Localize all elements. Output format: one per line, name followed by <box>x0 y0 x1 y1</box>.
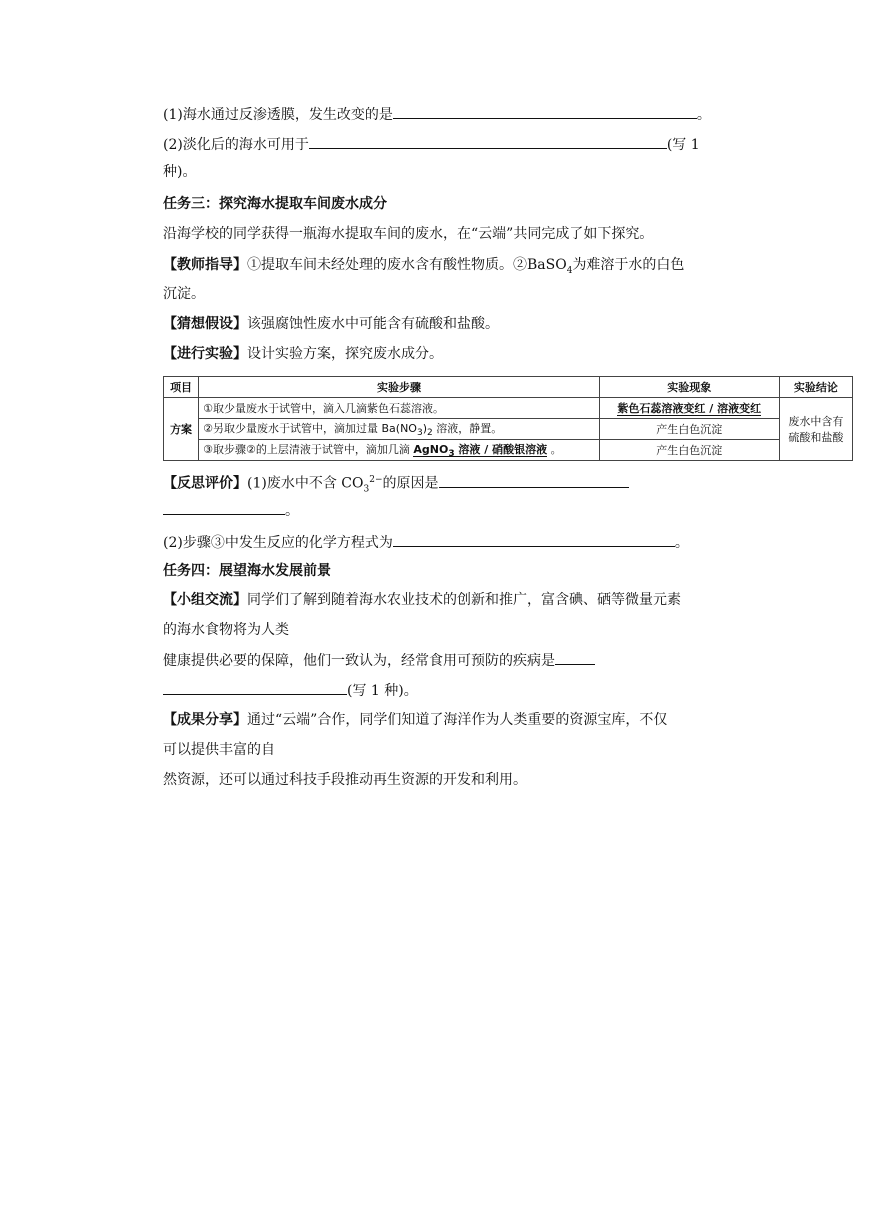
task4-heading: 任务四：展望海水发展前景 <box>163 563 331 579</box>
answer-blank-5[interactable] <box>555 650 595 665</box>
teacher-guidance-tag: 【教师指导】 <box>163 257 247 273</box>
step-3 <box>199 440 600 461</box>
step-2-text-c: 溶液，静置。 <box>432 422 503 435</box>
group-text-c: 健康提供必要的保障，他们一致认为，经常食用可预防的疾病是 <box>163 653 555 669</box>
superscript: 2− <box>369 475 383 485</box>
reflection-text-b: 的原因是 <box>382 475 439 492</box>
subscript: 3 <box>448 449 455 460</box>
hypothesis-tag: 【猜想假设】 <box>163 316 247 332</box>
question-1-line <box>163 104 711 125</box>
share-tag: 【成果分享】 <box>163 712 247 728</box>
phenomenon-1 <box>599 398 779 419</box>
reflection-tag: 【反思评价】 <box>163 475 247 492</box>
table-header-row <box>164 377 853 398</box>
hypothesis-line <box>163 314 499 334</box>
question-2-note: (写 1 <box>666 137 700 153</box>
group-line-3 <box>163 650 595 671</box>
experiment-table <box>163 376 853 461</box>
answer-formula: AgNO <box>413 443 449 457</box>
subscript: 4 <box>566 265 573 276</box>
step-2-text-b: ) <box>422 422 427 435</box>
reflection-line-1-cont <box>163 500 299 521</box>
phenomenon-answer: 紫色石蕊溶液变红 / 溶液变红 <box>617 402 762 415</box>
step-3-text: ③取步骤②的上层清液于试管中，滴加几滴 <box>203 443 414 457</box>
answer-name: 溶液 / 硝酸银溶液 <box>454 443 548 457</box>
table-row <box>164 398 853 419</box>
reflection-line-1 <box>163 470 629 499</box>
punct: 。 <box>696 107 711 123</box>
question-2-text: (2)淡化后的海水可用于 <box>163 137 309 153</box>
subscript: 3 <box>416 428 423 439</box>
row-label: 方案 <box>164 398 199 461</box>
phenomenon-2: 产生白色沉淀 <box>599 419 779 440</box>
group-tag: 【小组交流】 <box>163 592 247 608</box>
step-3-answer <box>413 443 548 460</box>
experiment-line <box>163 344 443 364</box>
reflection-line-2 <box>163 532 689 553</box>
step-3-end: 。 <box>547 443 562 457</box>
answer-blank-2[interactable] <box>309 134 667 149</box>
teacher-guidance-line <box>163 255 684 281</box>
teacher-guidance-text: ①提取车间未经处理的废水含有酸性物质。②BaSO <box>247 257 567 273</box>
subscript: 2 <box>427 428 433 439</box>
group-line-4 <box>163 680 418 701</box>
question-2-line <box>163 134 700 155</box>
answer-blank-4[interactable] <box>393 532 675 547</box>
table-header: 实验步骤 <box>199 377 600 398</box>
task3-heading: 任务三：探究海水提取车间废水成分 <box>163 196 387 212</box>
group-line-1 <box>163 590 681 610</box>
table-header: 实验现象 <box>599 377 779 398</box>
experiment-tag: 【进行实验】 <box>163 346 247 362</box>
conclusion-cell: 废水中含有硫酸和盐酸 <box>779 398 852 461</box>
step-2 <box>199 419 600 440</box>
share-line-2: 可以提供丰富的自 <box>163 742 275 758</box>
group-line-2: 的海水食物将为人类 <box>163 622 289 638</box>
answer-blank-3-cont[interactable] <box>163 500 285 515</box>
question-1-text: (1)海水通过反渗透膜，发生改变的是 <box>163 107 393 123</box>
hypothesis-text: 该强腐蚀性废水中可能含有硫酸和盐酸。 <box>247 316 499 332</box>
table-header: 实验结论 <box>779 377 852 398</box>
phenomenon-3: 产生白色沉淀 <box>599 440 779 461</box>
table-row <box>164 440 853 461</box>
subscript: 3 <box>363 484 370 495</box>
table-row <box>164 419 853 440</box>
answer-blank-3[interactable] <box>439 473 629 488</box>
share-line-1 <box>163 710 667 730</box>
experiment-text: 设计实验方案，探究废水成分。 <box>247 346 443 362</box>
share-text-a: 通过“云端”合作，同学们知道了海洋作为人类重要的资源宝库，不仅 <box>247 712 668 728</box>
teacher-guidance-text-b: 为难溶于水的白色 <box>572 257 685 273</box>
punct: 。 <box>674 535 689 551</box>
teacher-guidance-cont: 沉淀。 <box>163 286 205 302</box>
answer-blank-1[interactable] <box>393 104 697 119</box>
step-1: ①取少量废水于试管中，滴入几滴紫色石蕊溶液。 <box>199 398 600 419</box>
group-text-a: 同学们了解到随着海水农业技术的创新和推广，富含碘、硒等微量元素 <box>247 592 681 608</box>
group-end: (写 1 种)。 <box>347 683 418 699</box>
share-line-3: 然资源，还可以通过科技手段推动再生资源的开发和利用。 <box>163 772 527 788</box>
reflection-q2-text: (2)步骤③中发生反应的化学方程式为 <box>163 535 393 551</box>
punct: 。 <box>285 503 299 519</box>
table-header: 项目 <box>164 377 199 398</box>
question-2-cont: 种)。 <box>163 164 197 180</box>
answer-blank-5-cont[interactable] <box>163 680 347 695</box>
task3-intro: 沿海学校的同学获得一瓶海水提取车间的废水，在“云端”共同完成了如下探究。 <box>163 226 654 242</box>
reflection-text: (1)废水中不含 CO <box>247 475 364 492</box>
step-2-text: ②另取少量废水于试管中，滴加过量 Ba(NO <box>203 422 417 435</box>
